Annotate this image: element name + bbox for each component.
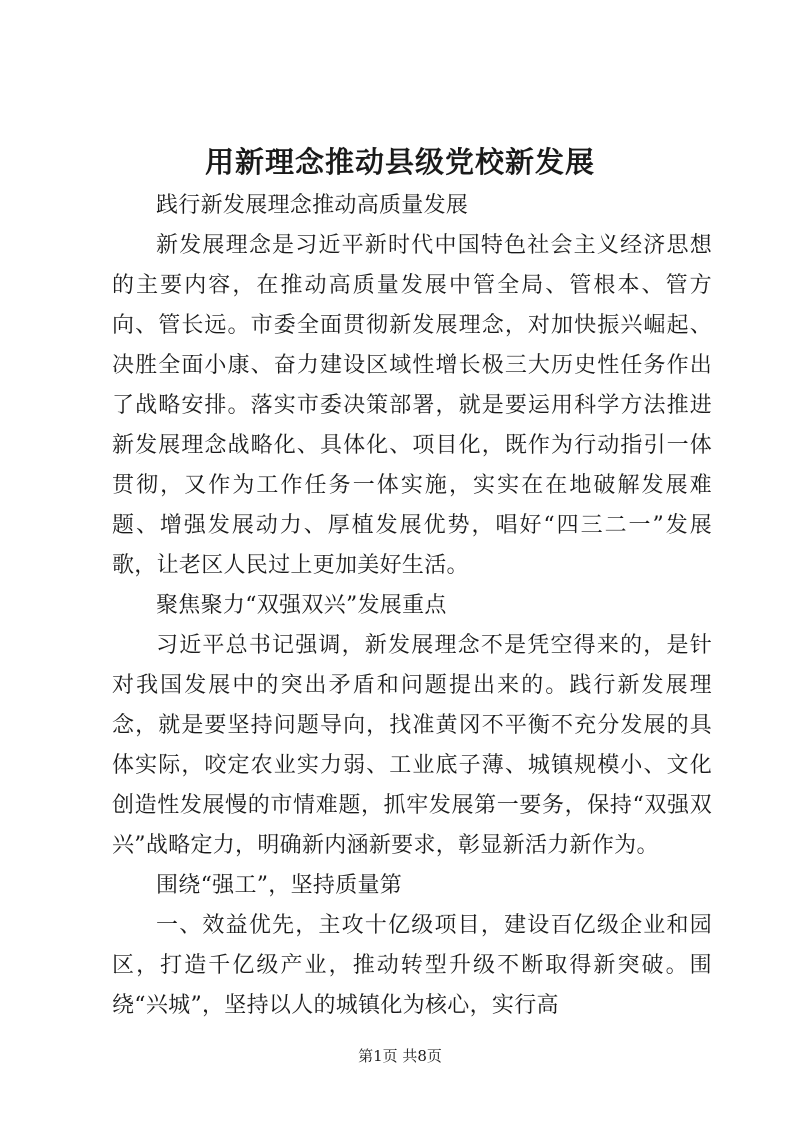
body-paragraph-2: 习近平总书记强调，新发展理念不是凭空得来的，是针对我国发展中的突出矛盾和问题提出来的。践行新发展理念，就是要坚持问题导向，找准黄冈不平衡不充分发展的具体实际，咬定农业实力弱、工业底子薄、城镇规模小、文化创造性发展慢的市情难题，抓牢发展第一要务，保持“双强双兴”战略定力，明确新内涵新要求，彰显新活力新作为。: [112, 633, 712, 858]
section-heading-2: 聚焦聚力“双强双兴”发展重点: [156, 593, 447, 618]
body-paragraph-3: 一、效益优先，主攻十亿级项目，建设百亿级企业和园区，打造千亿级产业，推动转型升级不断取得新突破。围绕“兴城”，坚持以人的城镇化为核心，实行高: [112, 913, 712, 1018]
page-title: 用新理念推动县级党校新发展: [204, 145, 595, 179]
section-heading-1: 践行新发展理念推动高质量发展: [156, 193, 469, 218]
body-paragraph-1: 新发展理念是习近平新时代中国特色社会主义经济思想的主要内容，在推动高质量发展中管全局、管根本、管方向、管长远。市委全面贯彻新发展理念，对加快振兴崛起、决胜全面小康、奋力建设区域性增长极三大历史性任务作出了战略安排。落实市委决策部署，就是要运用科学方法推进新发展理念战略化、具体化、项目化，既作为行动指引一体贯彻，又作为工作任务一体实施，实实在在地破解发展难题、增强发展动力、厚植发展优势，唱好“四三二一”发展歌，让老区人民过上更加美好生活。: [112, 233, 712, 578]
section-heading-3: 围绕“强工”，坚持质量第: [156, 873, 403, 898]
page-number-footer: 第1页 共8页: [358, 1047, 442, 1065]
document-body: [112, 186, 712, 1026]
